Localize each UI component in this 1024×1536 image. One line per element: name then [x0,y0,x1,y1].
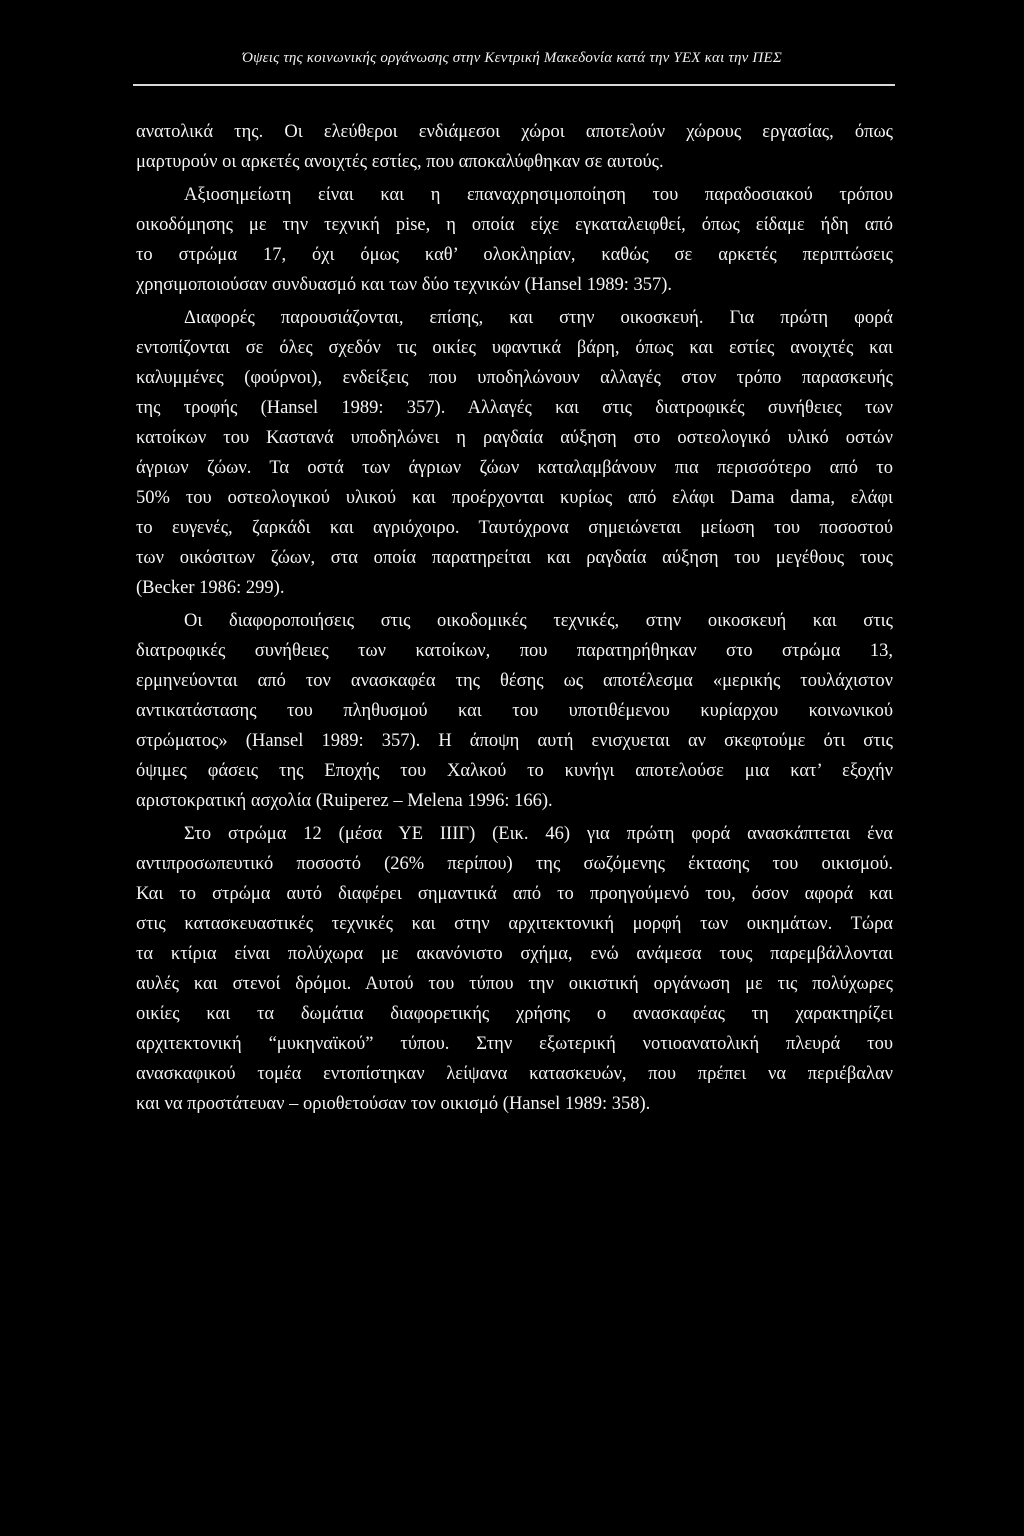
text-line: χρησιμοποιούσαν συνδυασμό και των δύο τεχνικών (Hansel 1989: 357). [136,275,673,295]
text-line: αντικατάστασης του πληθυσμού και του υποτιθέμενου κυρίαρχου κοινωνικού [136,701,893,721]
paragraph-start-line: Διαφορές παρουσιάζονται, επίσης, και στην οικοσκευή. Για πρώτη φορά [184,308,893,328]
text-line: Και το στρώμα αυτό διαφέρει σημαντικά από το προηγούμενό του, όσον αφορά και [136,884,893,904]
text-line: 50% του οστεολογικού υλικού και προέρχονται κυρίως από ελάφι Dama dama, ελάφι [136,488,893,508]
text-line: αριστοκρατική ασχολία (Ruiperez – Melena 1996: 166). [136,791,553,811]
text-line: της τροφής (Hansel 1989: 357). Αλλαγές και στις διατροφικές συνήθειες των [136,398,893,418]
text-line: τα κτίρια είναι πολύχωρα με ακανόνιστο σχήμα, ενώ ανάμεσα τους παρεμβάλλονται [136,944,893,964]
text-line: το στρώμα 17, όχι όμως καθ’ ολοκληρίαν, καθώς σε αρκετές περιπτώσεις [136,245,893,265]
text-line: ερμηνεύονται από τον ανασκαφέα της θέσης ως αποτέλεσμα «μερικής τουλάχιστον [136,671,893,691]
text-line: (Becker 1986: 299). [136,578,285,598]
text-line: οικοδόμησης με την τεχνική pise, η οποία είχε εγκαταλειφθεί, όπως είδαμε ήδη από [136,215,893,235]
text-line: εντοπίζονται σε όλες σχεδόν τις οικίες υφαντικά βάρη, όπως και εστίες ανοιχτές και [136,338,893,358]
text-line: ανατολικά της. Οι ελεύθεροι ενδιάμεσοι χώροι αποτελούν χώρους εργασίας, όπως [136,122,893,142]
text-line: μαρτυρούν οι αρκετές ανοιχτές εστίες, που αποκαλύφθηκαν σε αυτούς. [136,152,664,172]
paragraph-start-line: Αξιοσημείωτη είναι και η επαναχρησιμοποίηση του παραδοσιακού τρόπου [184,185,893,205]
text-line: κατοίκων του Καστανά υποδηλώνει η ραγδαία αύξηση στο οστεολογικό υλικό οστών [136,428,893,448]
paragraph-start-line: Οι διαφοροποιήσεις στις οικοδομικές τεχνικές, στην οικοσκευή και στις [184,611,893,631]
text-line: αρχιτεκτονική “μυκηναϊκού” τύπου. Στην εξωτερική νοτιοανατολική πλευρά του [136,1034,893,1054]
text-line: αυλές και στενοί δρόμοι. Αυτού του τύπου την οικιστική οργάνωση με τις πολύχωρες [136,974,893,994]
text-line: διατροφικές συνήθειες των κατοίκων, που παρατηρήθηκαν στο στρώμα 13, [136,641,893,661]
body-text [136,117,893,1119]
text-line: στρώματος» (Hansel 1989: 357). Η άποψη αυτή ενισχυεται αν σκεφτούμε ότι στις [136,731,893,751]
header-divider [133,84,895,86]
text-line: άγριων ζώων. Τα οστά των άγριων ζώων καταλαμβάνουν πια περισσότερο από το [136,458,893,478]
text-line: αντιπροσωπευτικό ποσοστό (26% περίπου) της σωζόμενης έκτασης του οικισμού. [136,854,893,874]
running-header: Όψεις της κοινωνικής οργάνωσης στην Κεντρική Μακεδονία κατά την ΥΕΧ και την ΠΕΣ [242,50,782,66]
text-line: το ευγενές, ζαρκάδι και αγριόχοιρο. Ταυτόχρονα σημειώνεται μείωση του ποσοστού [136,518,893,538]
text-line: στις κατασκευαστικές τεχνικές και στην αρχιτεκτονική μορφή των οικημάτων. Τώρα [136,914,893,934]
text-line: καλυμμένες (φούρνοι), ενδείξεις που υποδηλώνουν αλλαγές στον τρόπο παρασκευής [136,368,893,388]
text-line: και να προστάτευαν – οριοθετούσαν τον οικισμό (Hansel 1989: 358). [136,1094,651,1114]
paragraph-start-line: Στο στρώμα 12 (μέσα ΥΕ ΙΙΙΓ) (Εικ. 46) για πρώτη φορά ανασκάπτεται ένα [184,824,893,844]
text-line: ανασκαφικού τομέα εντοπίστηκαν λείψανα κατασκευών, που πρέπει να περιέβαλαν [136,1064,893,1084]
text-line: των οικόσιτων ζώων, στα οποία παρατηρείται και ραγδαία αύξηση του μεγέθους τους [136,548,893,568]
text-line: οικίες και τα δωμάτια διαφορετικής χρήσης ο ανασκαφέας τη χαρακτηρίζει [136,1004,893,1024]
text-line: όψιμες φάσεις της Εποχής του Χαλκού το κυνήγι αποτελούσε μια κατ’ εξοχήν [136,761,893,781]
